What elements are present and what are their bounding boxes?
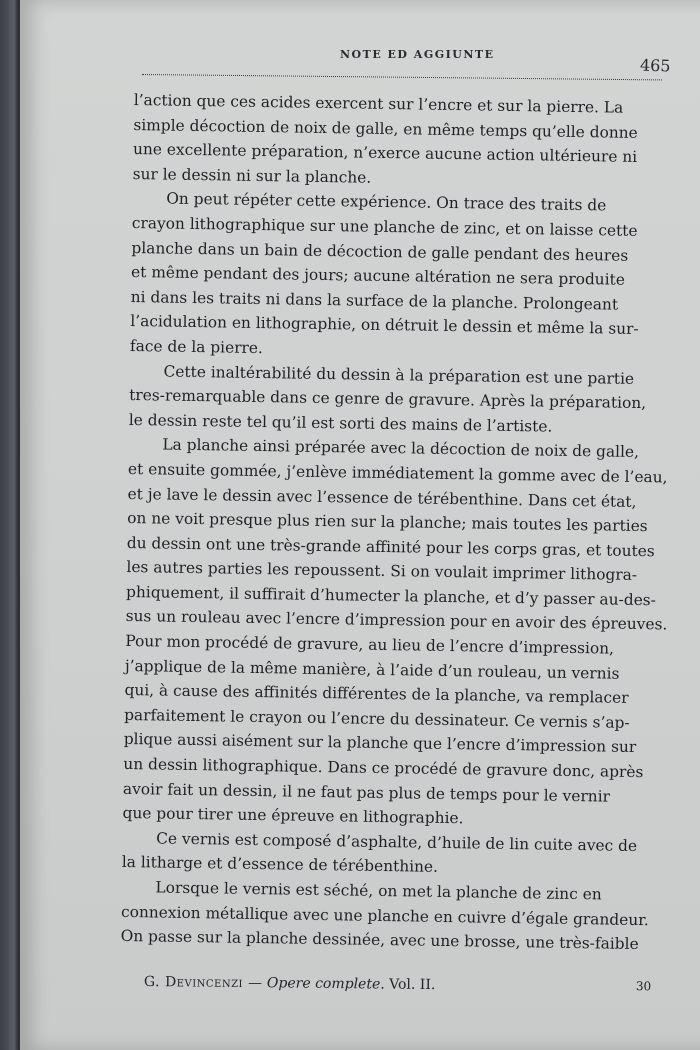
text-line: l’action que ces acides exercent sur l’encre et sur la pierre. La [133,90,624,117]
text-line: Lorsque le vernis est séché, on met la planche de zinc en [155,878,602,904]
text-line: qui, à cause des affinités différentes de la planche, va remplacer [124,681,629,708]
text-line: les autres parties les repoussent. Si on voulait imprimer lithogra- [126,558,638,585]
body-text [120,88,673,957]
text-line: avoir fait un dessin, il ne faut pas plus de temps pour le vernir [122,779,611,806]
text-line: ni dans les traits ni dans la surface de la planche. Prolongeant [130,287,619,314]
text-line: On peut répéter cette expérience. On trace des traits de [166,189,607,215]
text-line: une excellente préparation, n’exerce aucune action ultérieure ni [132,140,638,167]
text-line: un dessin lithographique. Dans ce procédé de gravure donc, après [123,754,644,782]
text-line: connexion métallique avec une planche en cuivre d’égale grandeur. [120,902,649,929]
footer-works-title: Opere complete. [266,975,385,993]
text-line: on ne voit presque plus rien sur la planche; mais toutes les parties [127,509,648,536]
text-line: que pour tirer une épreuve en lithographie. [122,804,464,828]
text-line: et ensuite gommée, j’enlève immédiatement la gomme avec de l’eau, [127,459,668,487]
text-line: crayon lithographique sur une planche de zinc, et on laisse cette [131,213,638,240]
text-line: Ce vernis est composé d’asphalte, d’huile de lin cuite avec de [156,829,638,855]
text-line: face de la pierre. [129,336,264,357]
text-line: simple décoction de noix de galle, en même temps qu’elle donne [133,115,638,142]
text-line: j’applique de la même manière, à l’aide d’un rouleau, un vernis [124,656,620,683]
book-page [20,0,700,1050]
page-header [140,44,680,84]
text-line: On passe sur la planche dessinée, avec une brosse, une très-faible [120,927,639,954]
footer-signature: 30 [635,979,652,994]
text-line: La planche ainsi préparée avec la décoction de noix de galle, [162,435,640,462]
text-line: Pour mon procédé de gravure, au lieu de l’encre d’impression, [125,631,615,658]
text-line: la litharge et d’essence de térébenthine. [121,853,439,877]
text-line: Cette inaltérabilité du dessin à la préparation est une partie [163,362,635,388]
text-line: tres-remarquable dans ce genre de gravure. Après la préparation, [129,386,647,413]
text-line: sur le dessin ni sur la planche. [132,164,372,187]
page-footer [144,974,664,995]
text-line: parfaitement le crayon ou l’encre du dessinateur. Ce vernis s’ap- [124,705,630,732]
page-number: 465 [639,55,671,76]
text-line: sus un rouleau avec l’encre d’impression pour en avoir des épreuves. [125,607,668,634]
header-rule [142,74,662,80]
text-line: phiquement, il suffirait d’humecter la planche, et d’y passer au-des- [125,582,657,610]
running-head: NOTE ED AGGIUNTE [340,48,495,61]
text-line: l’acidulation en lithographie, on détruit le dessin et même la sur- [130,312,639,339]
footer-volume: Vol. II. [389,976,436,994]
text-line: planche dans un bain de décoction de galle pendant des heures [131,238,629,265]
text-line: et même pendant des jours; aucune altération ne sera produite [130,263,626,289]
footer-author: G. Devincenzi — [143,974,263,992]
text-line: du dessin ont une très-grande affinité pour les corps gras, et toutes [126,533,655,560]
text-line: le dessin reste tel qu’il est sorti des mains de l’artiste. [128,410,553,436]
text-line: et je lave le dessin avec l’essence de térébenthine. Dans cet état, [127,484,637,511]
text-line: plique aussi aisément sur la planche que l’encre d’impression sur [123,730,637,757]
